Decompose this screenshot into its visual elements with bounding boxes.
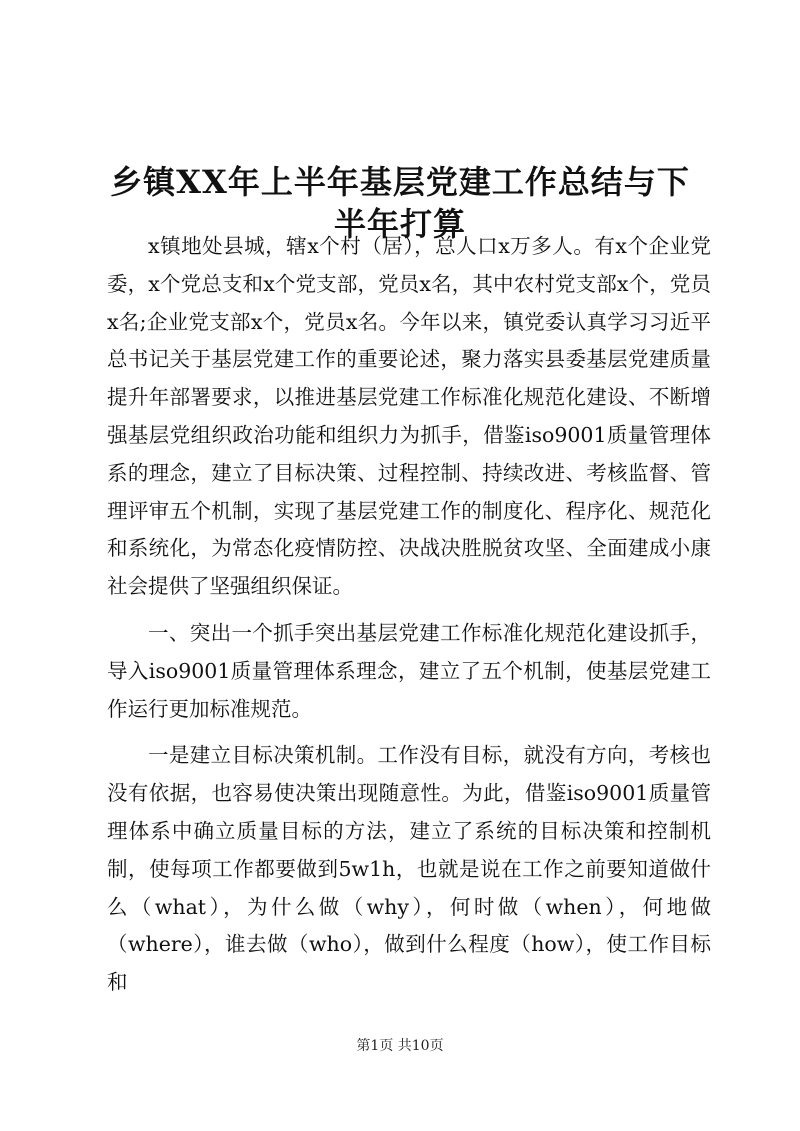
document-body — [107, 228, 711, 1011]
page-footer: 第1页 共10页 — [356, 1038, 444, 1054]
paragraph-section-one: 一、突出一个抓手突出基层党建工作标准化规范化建设抓手，导入iso9001质量管理体系理念，建立了五个机制，使基层党建工作运行更加标准规范。 — [107, 620, 711, 721]
paragraph-intro: x镇地处县城，辖x个村（居），总人口x万多人。有x个企业党委，x个党总支和x个党支部，党员x名，其中农村党支部x个，党员x名;企业党支部x个，党员x名。今年以来，镇党委认真学习习近平总书记关于基层党建工作的重要论述，聚力落实县委基层党建质量提升年部署要求，以推进基层党建工作标准化规范化建设、不断增强基层党组织政治功能和组织力为抓手，借鉴iso9001质量管理体系的理念，建立了目标决策、过程控制、持续改进、考核监督、管理评审五个机制，实现了基层党建工作的制度化、程序化、规范化和系统化，为常态化疫情防控、决战决胜脱贫攻坚、全面建成小康社会提供了坚强组织保证。 — [107, 234, 711, 599]
paragraph-target-mechanism: 一是建立目标决策机制。工作没有目标，就没有方向，考核也没有依据，也容易使决策出现随意性。为此，借鉴iso9001质量管理体系中确立质量目标的方法，建立了系统的目标决策和控制机制，使每项工作都要做到5w1h，也就是说在工作之前要知道做什么（what），为什么做（why），何时做（when），何地做（where），谁去做（who），做到什么程度（how），使工作目标和 — [107, 743, 711, 995]
document-title: 乡镇XX年上半年基层党建工作总结与下半年打算 — [110, 163, 690, 244]
